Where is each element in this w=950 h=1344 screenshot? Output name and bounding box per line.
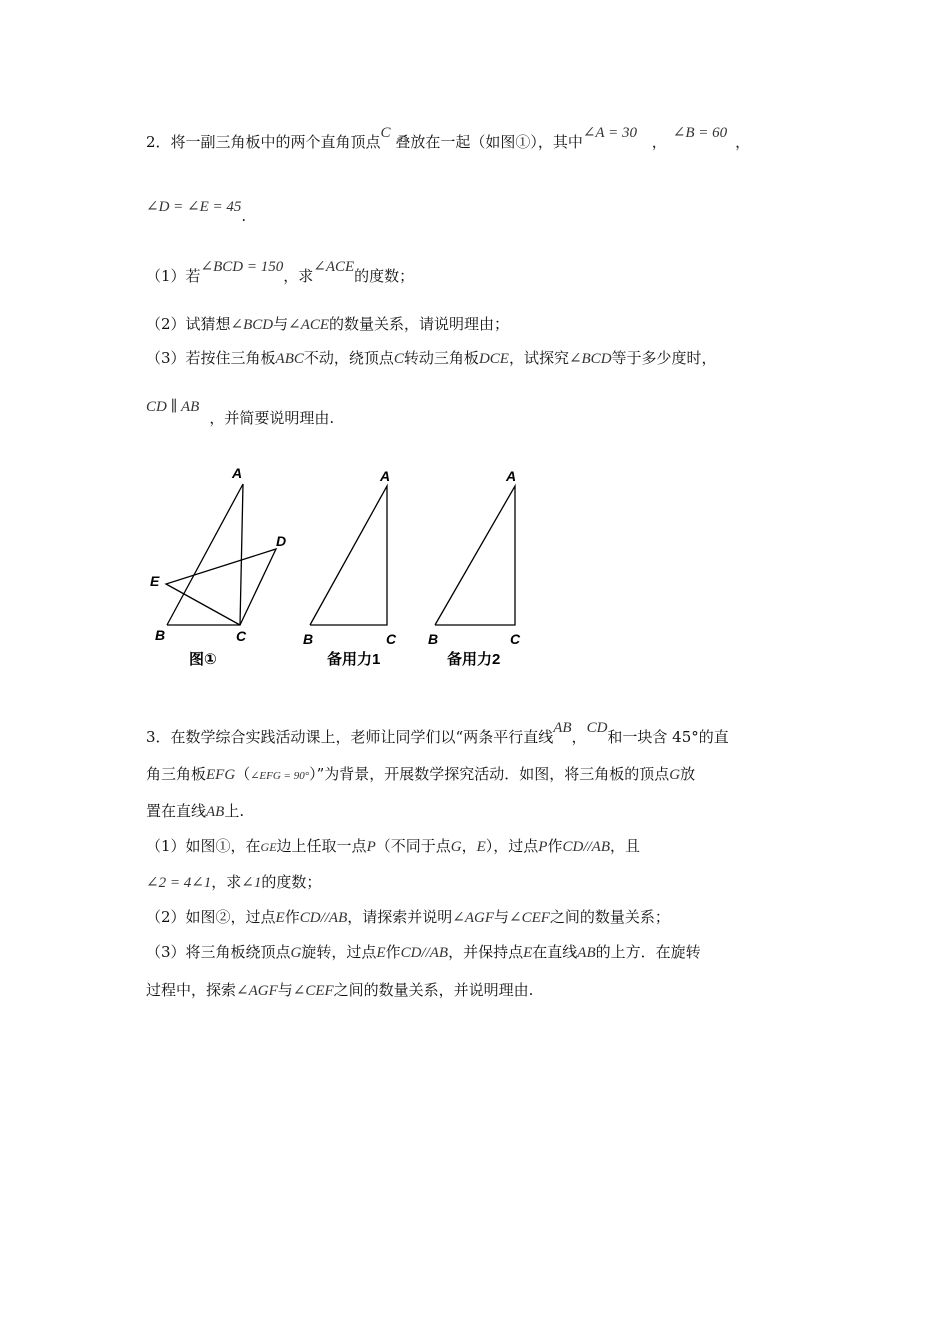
fig3-triangle-abc [435,486,515,625]
q2-text: ，并简要说明理由. [209,409,335,427]
q2-text: （2）试猜想 [146,315,231,333]
math-p: P [366,839,376,855]
math-cd-parallel-ab: CD//AB [400,945,449,961]
math-cd-parallel-ab: CD//AB [299,910,348,926]
q3-text: 作 [385,943,401,961]
fig1-label-b: B [155,627,166,643]
q3-text: 角三角板 [146,765,207,783]
q3-text: ，求 [211,873,242,891]
q3-text: （不同于点 [375,837,451,855]
fig3-label-c: C [510,631,521,647]
math-angle-relation: ∠2 = 4∠1 [146,875,212,891]
math-e: E [523,945,533,961]
q3-text: 3．在数学综合实践活动课上，老师让同学们以“两条平行直线 [146,728,554,746]
fig3-label-a: A [506,468,517,484]
fig1-caption: 图① [189,651,217,668]
q3-text: （ [235,765,251,783]
math-angle-b: ∠B = 60 [672,125,728,141]
q3-text: 与 [277,981,293,999]
fig1-label-c: C [236,628,247,644]
math-angle-agf: ∠AGF [452,910,494,926]
q2-part-2 [146,314,509,335]
math-ge: GE [260,840,277,854]
math-ab: AB [577,945,596,961]
math-efg: EFG [206,767,236,783]
q2-text: 不动，绕顶点 [303,349,394,367]
math-angle-bcd: ∠BCD = 150 [200,259,284,275]
q3-line-1 [146,720,729,748]
math-e: E [476,839,486,855]
q3-text: 作 [547,837,563,855]
q3-text: （3）将三角板绕顶点 [146,943,291,961]
q3-line-2 [146,764,695,786]
math-angle-bcd: ∠BCD [230,317,274,333]
q3-text: 旋转，过点 [301,943,377,961]
q2-part-3-cont [146,396,335,427]
q3-part-3-cont [146,980,533,1001]
q3-text: ，且 [609,837,640,855]
q3-text: 置在直线 [146,802,207,820]
q2-text: 等于多少度时， [611,349,717,367]
q3-text: 在直线 [532,943,578,961]
math-angle-cef: ∠CEF [292,983,334,999]
q3-text: ）”为背景，开展数学探究活动．如图，将三角板的顶点 [309,765,670,783]
q2-figures [140,460,540,675]
fig2-label-c: C [386,631,397,647]
math-angle-ace: ∠ACE [288,317,330,333]
q3-part-2 [146,907,670,928]
math-cd-parallel-ab: CD ∥ AB [146,399,200,415]
math-e: E [275,910,285,926]
q2-text: ，试探究 [508,349,569,367]
math-cd-parallel-ab: CD//AB [562,839,610,855]
fig2-label-a: A [380,468,391,484]
math-ab: AB [553,720,572,736]
fig2-caption: 备用力1 [327,651,381,668]
figures-svg [140,460,540,675]
q3-text: 作 [284,908,300,926]
q3-line-3 [146,801,244,822]
q3-part-1 [146,836,640,857]
q3-text: 和一块含 45°的直 [607,728,729,746]
math-angle-de: ∠D = ∠E = 45 [146,199,242,215]
q2-line-2 [146,196,247,225]
math-angle-agf: ∠AGF [236,983,278,999]
q2-text: ， [735,133,751,151]
q2-part-1 [146,259,415,287]
math-p: P [538,839,548,855]
math-angle-cef: ∠CEF [509,910,550,926]
math-angle-a: ∠A = 30 [582,125,637,141]
q3-text: 的度数； [261,873,322,891]
q2-text: 叠放在一起（如图①），其中 [395,133,583,151]
q3-text: 与 [493,908,509,926]
math-c: C [393,351,404,367]
math-angle-ace: ∠ACE [313,259,355,275]
q3-text: 放 [680,765,696,783]
q3-text: 之间的数量关系； [549,908,670,926]
q3-text: ， [571,728,587,746]
fig1-label-e: E [150,573,160,589]
math-ab: AB [206,804,225,820]
q3-text: 边上任取一点 [276,837,367,855]
q2-text: ，求 [283,267,314,285]
q2-text: . [241,207,247,225]
fig2-triangle-abc [310,486,387,625]
math-g: G [669,767,681,783]
q3-text: ，并保持点 [448,943,524,961]
math-abc: ABC [275,351,304,367]
fig1-triangle-abc [167,484,243,625]
math-angle-bcd: ∠BCD [568,351,612,367]
q3-text: 的上方．在旋转 [595,943,701,961]
q3-text: （2）如图②，过点 [146,908,276,926]
q3-text: 之间的数量关系，并说明理由. [333,981,534,999]
fig1-label-a: A [232,465,243,481]
q3-part-1-cont [146,872,321,893]
q2-part-3 [146,348,717,369]
q3-text: ），过点 [485,837,539,855]
q2-text: 的数量关系，请说明理由； [329,315,510,333]
fig1-triangle-dce [166,549,276,625]
fig3-caption: 备用力2 [447,651,501,668]
q3-text: ，请探索并说明 [347,908,453,926]
math-c: C [380,125,391,141]
q2-text: （3）若按住三角板 [146,349,276,367]
q2-line-1 [146,125,751,153]
q2-text: 转动三角板 [403,349,479,367]
q3-part-3 [146,942,701,963]
math-cd: CD [586,720,608,736]
q3-text: 过程中，探索 [146,981,237,999]
math-angle-efg: ∠EFG = 90° [250,770,310,782]
q3-text: ， [461,837,477,855]
math-g: G [290,945,302,961]
math-e: E [376,945,386,961]
q2-text: ， [651,133,667,151]
math-g: G [450,839,462,855]
q2-text: 2．将一副三角板中的两个直角顶点 [146,133,381,151]
q2-text: （1）若 [146,267,201,285]
q2-text: 与 [273,315,289,333]
fig1-label-d: D [276,533,287,549]
q3-text: （1）如图①，在 [146,837,261,855]
fig3-label-b: B [428,631,439,647]
fig2-label-b: B [303,631,314,647]
q2-text: 的度数； [354,267,415,285]
math-angle-1: ∠1 [241,875,262,891]
q3-text: 上. [224,802,245,820]
math-dce: DCE [478,351,509,367]
